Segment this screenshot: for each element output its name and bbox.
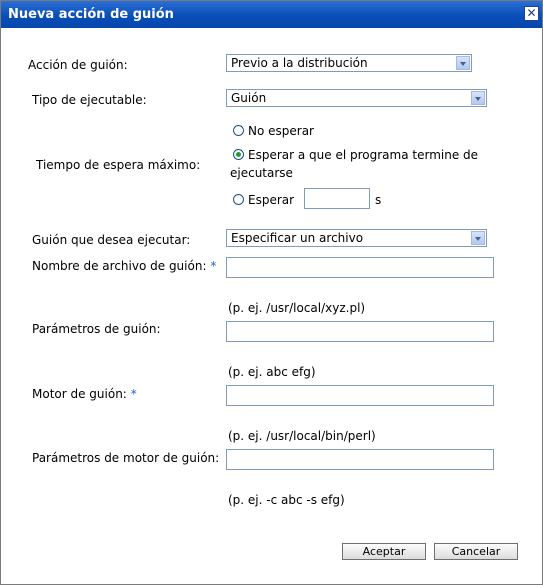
script-filename-label-text: Nombre de archivo de guión: xyxy=(32,259,207,273)
chevron-down-icon[interactable] xyxy=(471,231,485,245)
accept-button[interactable]: Aceptar xyxy=(342,543,426,560)
script-engine-hint: (p. ej. /usr/local/bin/perl) xyxy=(228,429,376,443)
wait-seconds-radio[interactable] xyxy=(233,194,244,205)
script-to-run-value: Especificar un archivo xyxy=(231,231,364,245)
script-filename-label xyxy=(32,259,216,273)
wait-program-radio[interactable] xyxy=(233,149,244,160)
script-filename-input[interactable] xyxy=(226,257,494,278)
engine-params-input[interactable] xyxy=(226,449,494,470)
seconds-unit: s xyxy=(375,193,382,207)
script-engine-label-text: Motor de guión: xyxy=(32,387,127,401)
wait-program-label-cont: ejecutarse xyxy=(230,166,293,180)
executable-type-value: Guión xyxy=(231,91,267,105)
script-action-value: Previo a la distribución xyxy=(231,56,368,70)
engine-params-label: Parámetros de motor de guión: xyxy=(32,451,220,465)
script-params-input[interactable] xyxy=(226,321,494,342)
script-to-run-label: Guión que desea ejecutar: xyxy=(32,233,191,247)
executable-type-select[interactable] xyxy=(226,89,487,107)
required-marker: * xyxy=(130,387,137,401)
script-action-select[interactable] xyxy=(226,54,472,72)
script-params-label: Parámetros de guión: xyxy=(32,322,161,336)
no-wait-label: No esperar xyxy=(248,124,314,138)
chevron-down-icon[interactable] xyxy=(456,56,470,70)
required-marker: * xyxy=(210,259,217,273)
title-bar xyxy=(1,1,542,28)
script-engine-input[interactable] xyxy=(226,385,494,406)
script-params-hint: (p. ej. abc efg) xyxy=(228,365,316,379)
script-action-label: Acción de guión: xyxy=(28,58,128,72)
dialog-title: Nueva acción de guión xyxy=(8,7,174,22)
script-engine-label xyxy=(32,387,137,401)
close-icon[interactable]: ✕ xyxy=(524,6,539,21)
script-filename-hint: (p. ej. /usr/local/xyz.pl) xyxy=(228,301,366,315)
wait-program-label: Esperar a que el programa termine de xyxy=(248,148,479,162)
wait-seconds-input[interactable] xyxy=(304,188,370,209)
chevron-down-icon[interactable] xyxy=(471,91,485,105)
no-wait-radio[interactable] xyxy=(233,125,244,136)
cancel-button[interactable]: Cancelar xyxy=(434,543,518,560)
script-to-run-select[interactable] xyxy=(226,229,487,247)
max-wait-label: Tiempo de espera máximo: xyxy=(36,158,201,172)
executable-type-label: Tipo de ejecutable: xyxy=(32,93,147,107)
engine-params-hint: (p. ej. -c abc -s efg) xyxy=(228,493,345,507)
wait-seconds-label: Esperar xyxy=(248,193,295,207)
